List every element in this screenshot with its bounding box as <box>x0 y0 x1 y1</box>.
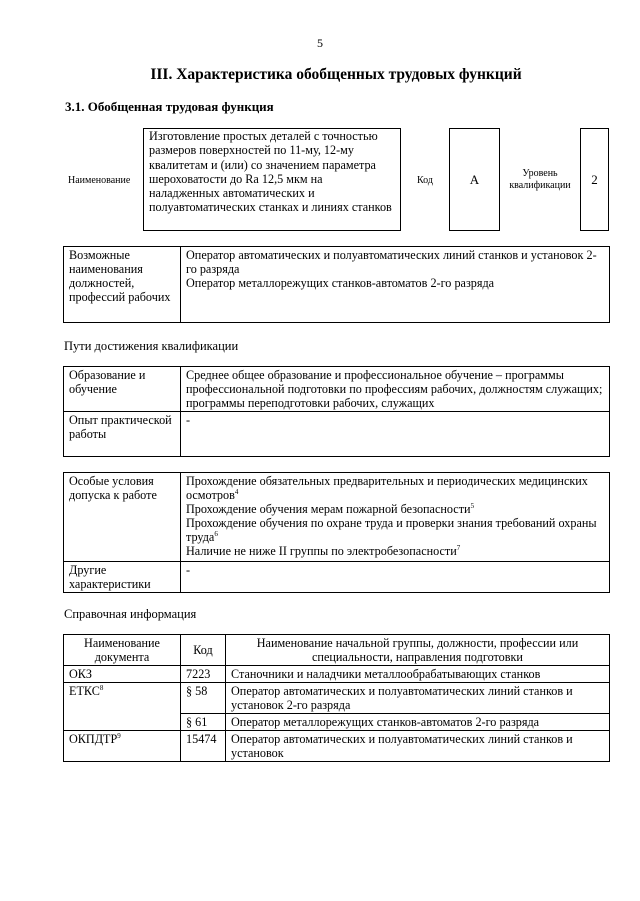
row-name: Оператор автоматических и полуавтоматических линий станков и установок 2-го разряда <box>226 683 610 714</box>
reference-title: Справочная информация <box>64 607 197 621</box>
admission-item-1-text: Прохождение обязательных предварительных и периодических медицинских осмотров <box>186 474 588 502</box>
admission-value <box>181 473 610 562</box>
row-name: Оператор автоматических и полуавтоматических линий станков и установок <box>226 731 610 762</box>
footnote-7: 7 <box>456 543 461 552</box>
admission-item-4-text: Наличие не ниже II группы по электробезопасности <box>186 544 457 558</box>
admission-item-4 <box>186 544 604 558</box>
footnote-5: 5 <box>470 501 475 510</box>
row-doc-text: ОКПДТР <box>69 732 118 746</box>
row-code: 7223 <box>181 666 226 683</box>
row-code: 15474 <box>181 731 226 762</box>
admission-item-3 <box>186 516 604 544</box>
other-label: Другие характеристики <box>64 562 181 593</box>
section-title: III. Характеристика обобщенных трудовых функций <box>150 66 522 83</box>
experience-label: Опыт практической работы <box>64 412 181 457</box>
subsection-title: 3.1. Обобщенная трудовая функция <box>65 99 274 114</box>
positions-value <box>181 247 610 323</box>
education-value: Среднее общее образование и профессиональное обучение – программы профессиональной подготовки по профессиям рабочих, должностям служащих; программы переподготовки рабочих, служащих <box>181 367 610 412</box>
page-number: 5 <box>317 36 323 50</box>
row-doc-note: 9 <box>117 731 121 740</box>
header-name: Наименование начальной группы, должности, профессии или специальности, направления подготовки <box>226 635 610 666</box>
row-code: § 61 <box>181 714 226 731</box>
row-doc-text: ЕТКС <box>69 684 100 698</box>
admission-table <box>63 472 610 593</box>
table-row <box>64 731 610 762</box>
admission-item-1 <box>186 474 604 502</box>
row-code: § 58 <box>181 683 226 714</box>
row-doc-text: ОКЗ <box>69 667 93 681</box>
level-value: 2 <box>580 128 609 231</box>
experience-value: - <box>181 412 610 457</box>
admission-item-2 <box>186 502 604 516</box>
reference-table <box>63 634 610 762</box>
row-doc <box>64 683 181 731</box>
footnote-4: 4 <box>234 487 239 496</box>
reference-header-row <box>64 635 610 666</box>
admission-item-3-text: Прохождение обучения по охране труда и проверки знания требований охраны труда <box>186 516 597 544</box>
row-doc <box>64 666 181 683</box>
education-table <box>63 366 610 457</box>
table-row <box>64 683 610 714</box>
admission-row <box>64 473 610 562</box>
row-doc-note: 8 <box>99 683 104 692</box>
other-row <box>64 562 610 593</box>
function-name-value: Изготовление простых деталей с точностью размеров поверхностей по 11-му, 12-му квалитетам и (или) со значением параметра шероховатости до Ra 12,5 мкм на наладженных автоматических и полуавтоматических станках и линиях станков <box>143 128 401 231</box>
header-doc: Наименование документа <box>64 635 181 666</box>
code-label: Код <box>417 175 433 186</box>
education-label: Образование и обучение <box>64 367 181 412</box>
position-line-1: Оператор автоматических и полуавтоматических линий станков и установок 2-го разряда <box>186 248 597 276</box>
name-label: Наименование <box>68 175 131 186</box>
code-value: А <box>449 128 500 231</box>
row-name: Оператор металлорежущих станков-автоматов 2-го разряда <box>226 714 610 731</box>
admission-item-2-text: Прохождение обучения мерам пожарной безопасности <box>186 502 471 516</box>
position-line-2: Оператор металлорежущих станков-автоматов 2-го разряда <box>186 276 495 290</box>
positions-row <box>64 247 610 323</box>
footnote-6: 6 <box>214 529 218 538</box>
education-row <box>64 367 610 412</box>
qualification-paths-title: Пути достижения квалификации <box>64 339 239 353</box>
level-label: Уровень квалификации <box>509 168 571 191</box>
table-row <box>64 666 610 683</box>
experience-row <box>64 412 610 457</box>
row-doc <box>64 731 181 762</box>
row-name: Станочники и наладчики металлообрабатывающих станков <box>226 666 610 683</box>
positions-label: Возможные наименования должностей, профессий рабочих <box>64 247 181 323</box>
other-value: - <box>181 562 610 593</box>
positions-table <box>63 246 610 323</box>
admission-label: Особые условия допуска к работе <box>64 473 181 562</box>
header-code: Код <box>181 635 226 666</box>
